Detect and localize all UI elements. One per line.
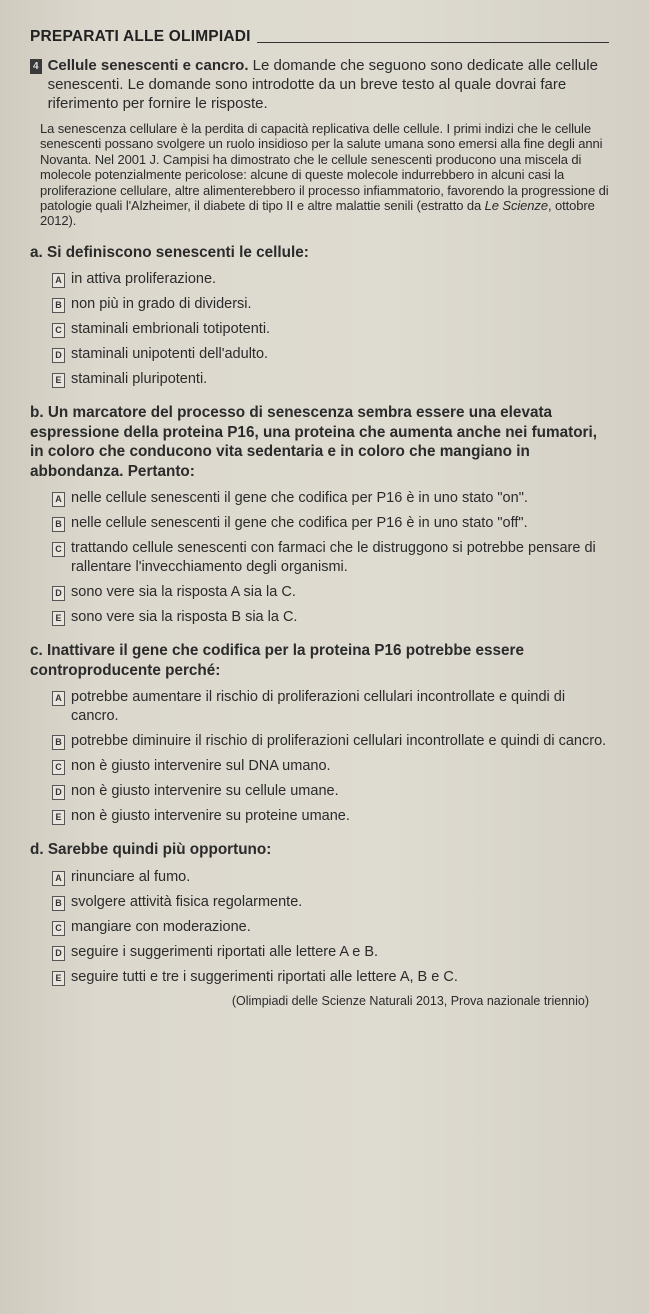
option-text: staminali pluripotenti.	[71, 371, 208, 388]
option-d[interactable]	[52, 345, 609, 364]
question-stem	[30, 403, 609, 481]
exercise-intro	[48, 56, 609, 113]
option-letter-box[interactable]: E	[52, 971, 65, 986]
option-text: trattando cellule senescenti con farmaci che le distruggono si potrebbe pensare di rallentare l'invecchiamento degli organismi.	[71, 540, 596, 576]
option-text: nelle cellule senescenti il gene che codifica per P16 è in uno stato "off".	[71, 515, 528, 532]
question-stem	[30, 840, 609, 860]
option-b[interactable]	[52, 893, 609, 912]
option-letter-box[interactable]: D	[52, 586, 65, 601]
passage-source-post: , ottobre 2012).	[40, 198, 595, 229]
section-title: PREPARATI ALLE OLIMPIADI	[30, 28, 251, 45]
option-letter-box[interactable]: A	[52, 273, 65, 288]
option-text: svolgere attività fisica regolarmente.	[71, 893, 303, 910]
option-c[interactable]	[52, 320, 609, 339]
question-a	[30, 243, 609, 390]
option-e[interactable]	[52, 370, 609, 389]
option-letter-box[interactable]: C	[52, 542, 65, 557]
option-letter-box[interactable]: C	[52, 323, 65, 338]
option-a[interactable]	[52, 270, 609, 289]
option-text: potrebbe diminuire il rischio di proliferazioni cellulari incontrollate e quindi di cancro.	[71, 733, 607, 750]
exercise-header	[30, 56, 609, 113]
option-text: staminali unipotenti dell'adulto.	[71, 346, 269, 363]
option-text: sono vere sia la risposta A sia la C.	[71, 584, 296, 601]
option-letter-box[interactable]: B	[52, 735, 65, 750]
option-a[interactable]	[52, 868, 609, 887]
option-text: non è giusto intervenire su proteine umane.	[71, 808, 350, 825]
question-d	[30, 840, 609, 987]
option-letter-box[interactable]: D	[52, 785, 65, 800]
option-letter-box[interactable]: E	[52, 810, 65, 825]
question-letter: d.	[30, 841, 44, 859]
option-text: staminali embrionali totipotenti.	[71, 321, 271, 338]
exercise-number-badge: 4	[30, 59, 42, 74]
option-text: non più in grado di dividersi.	[71, 296, 252, 313]
option-e[interactable]	[52, 968, 609, 987]
option-text: nelle cellule senescenti il gene che codifica per P16 è in uno stato "on".	[71, 490, 528, 507]
option-d[interactable]	[52, 583, 609, 602]
option-letter-box[interactable]: C	[52, 760, 65, 775]
option-text: seguire tutti e tre i suggerimenti riportati alle lettere A, B e C.	[71, 968, 458, 985]
passage-source-pre: (estratto da	[416, 198, 485, 214]
answer-options	[30, 688, 609, 826]
option-c[interactable]	[52, 918, 609, 937]
answer-options	[30, 270, 609, 389]
option-letter-box[interactable]: D	[52, 348, 65, 363]
exercise-intro-text: Le domande che seguono sono dedicate alle cellule senescenti. Le domande sono introdotte da un breve testo al quale dovrai fare riferimento per fornire le risposte.	[47, 57, 598, 112]
option-a[interactable]	[52, 489, 609, 508]
reading-passage	[30, 121, 609, 229]
option-b[interactable]	[52, 514, 609, 533]
option-text: non è giusto intervenire su cellule umane.	[71, 783, 339, 800]
option-text: rinunciare al fumo.	[71, 868, 191, 885]
section-header	[30, 28, 609, 46]
option-letter-box[interactable]: B	[52, 298, 65, 313]
question-letter: a.	[30, 243, 43, 261]
passage-text: La senescenza cellulare è la perdita di capacità replicativa delle cellule. I primi indizi che le cellule senescenti possano svolgere un ruolo insidioso per la salute umana sono emersi alla fine degli anni Novanta. Nel 2001 J. Campisi ha dimostrato che le cellule senescenti producono una miscela di molecole potenzialmente pericolose: alcune di queste molecole indurrebbero in alcuni casi la proliferazione cellulare, altre alimenterebbero il processo infiammatorio, favorendo la progressione di patologie quali l'Alzheimer, il diabete di tipo II e altre malattie senili	[40, 121, 609, 214]
option-b[interactable]	[52, 295, 609, 314]
option-text: mangiare con moderazione.	[71, 918, 251, 935]
question-c	[30, 641, 609, 826]
question-text: Un marcatore del processo di senescenza sembra essere una elevata espressione della proteina P16, una proteina che aumenta anche nei fumatori, in coloro che conducono vita sedentaria e in coloro che mangiano in abbondanza. Pertanto:	[30, 404, 598, 480]
question-letter: b.	[30, 404, 44, 422]
option-letter-box[interactable]: D	[52, 946, 65, 961]
exercise-title: Cellule senescenti e cancro.	[47, 57, 249, 74]
option-b[interactable]	[52, 732, 609, 751]
source-note: (Olimpiadi delle Scienze Naturali 2013, Prova nazionale triennio)	[231, 993, 589, 1008]
option-a[interactable]	[52, 688, 609, 726]
answer-options	[30, 868, 609, 987]
question-stem	[30, 641, 609, 680]
question-letter: c.	[30, 642, 43, 660]
option-letter-box[interactable]: A	[52, 871, 65, 886]
option-d[interactable]	[52, 782, 609, 801]
answer-options	[30, 489, 609, 627]
question-b	[30, 403, 609, 627]
question-text: Sarebbe quindi più opportuno:	[47, 841, 272, 859]
option-letter-box[interactable]: E	[52, 373, 65, 388]
title-underline	[257, 41, 609, 43]
option-d[interactable]	[52, 943, 609, 962]
option-letter-box[interactable]: E	[52, 611, 65, 626]
option-e[interactable]	[52, 608, 609, 627]
question-text: Inattivare il gene che codifica per la proteina P16 potrebbe essere controproducente perché:	[30, 642, 524, 679]
option-text: in attiva proliferazione.	[71, 271, 217, 288]
option-letter-box[interactable]: B	[52, 896, 65, 911]
option-c[interactable]	[52, 757, 609, 776]
option-letter-box[interactable]: C	[52, 921, 65, 936]
option-letter-box[interactable]: A	[52, 492, 65, 507]
option-c[interactable]	[52, 539, 609, 577]
passage-source-journal: Le Scienze	[484, 198, 548, 214]
option-text: non è giusto intervenire sul DNA umano.	[71, 758, 331, 775]
option-letter-box[interactable]: A	[52, 691, 65, 706]
option-letter-box[interactable]: B	[52, 517, 65, 532]
option-text: seguire i suggerimenti riportati alle lettere A e B.	[71, 943, 379, 960]
question-text: Si definiscono senescenti le cellule:	[47, 243, 309, 261]
option-e[interactable]	[52, 807, 609, 826]
option-text: potrebbe aumentare il rischio di proliferazioni cellulari incontrollate e quindi di cancro.	[71, 689, 566, 725]
question-stem	[30, 243, 609, 263]
option-text: sono vere sia la risposta B sia la C.	[71, 609, 298, 626]
